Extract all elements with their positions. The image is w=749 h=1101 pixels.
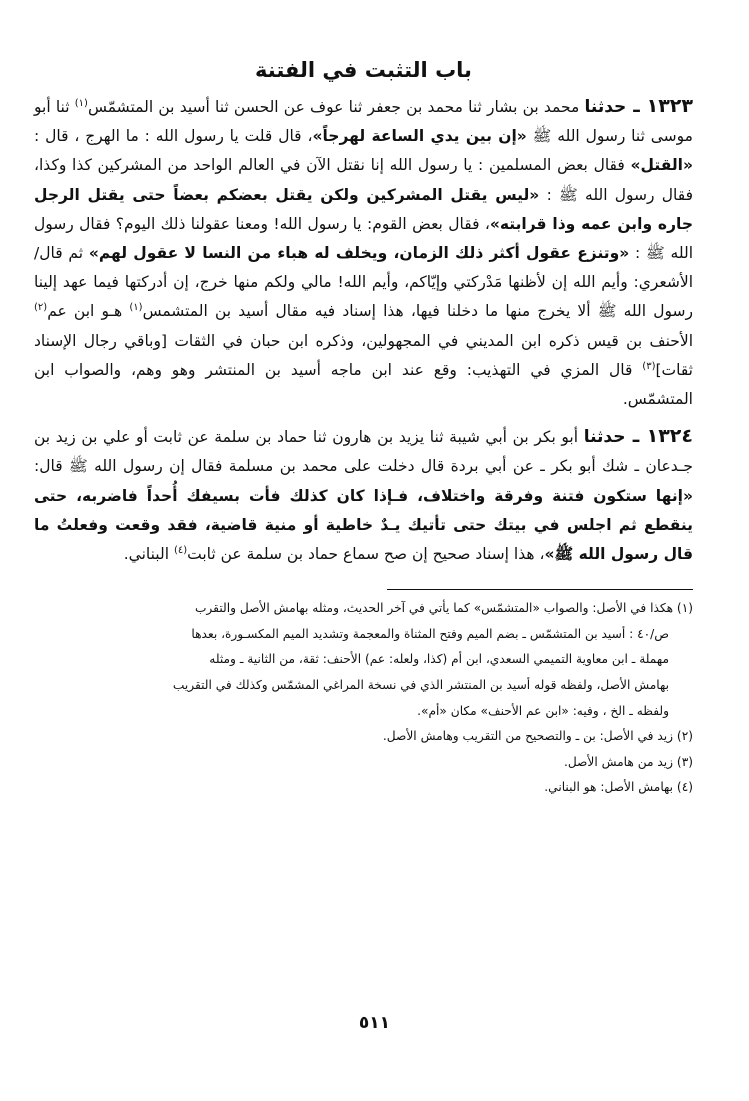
footnote-1-continued: بهامش الأصل، ولفظه قوله أسيد بن المنتشر الذي في نسخة المراغي المشمّس وكذلك في التقريب (172, 678, 669, 693)
hadith-dash: ـ (625, 425, 647, 448)
hadith-label: حدثنا (584, 97, 627, 117)
hadith-1324 (34, 422, 693, 569)
hadith-text: ثنا أبو موسى ثنا رسول الله ﷺ (34, 98, 693, 146)
page-number: ٥١١ (358, 1013, 391, 1033)
prophetic-quote: «ليس يقتل المشركين ولكن يقتل بعضكم بعضاً حتى يقتل الرجل جاره وابن عمه وذا قرابته» (34, 185, 693, 233)
hadith-text: هـو ابن عم (47, 302, 130, 321)
footnote-ref: (١) (74, 97, 88, 109)
footnote-4: (٤) بهامش الأصل: هو البناني. (544, 780, 693, 795)
hadith-text: الأحنف بن قيس ذكره ابن المديني في المجهولين، وذكره ابن حبان في الثقات [وباقي رجال الإسناد ثقات] (34, 331, 693, 379)
footnote-ref: (١) (129, 302, 143, 314)
footnote-1-continued: ولفظه ـ الخ ، وفيه: «ابن عم الأحنف» مكان «أم». (417, 703, 669, 718)
hadith-text: فقال بعض المسلمين : يا رسول الله إنا نقتل الآن في العالم الواحد من المشركين كذا وكذا، فقال رسول الله ﷺ : (34, 156, 693, 204)
footnote-1: (١) هكذا في الأصل: والصواب «المتشمّس» كما يأتي في آخر الحديث، ومثله بهامش الأصل والتقرب (194, 601, 693, 616)
hadith-text: ثم قال/ الأشعري: وأيم الله إن لأظنها مَدْركتي وإيّاكم، وأيم الله! مالي ولكم منها خرج، إن أدركتها فيما عهد إلينا رسول الله ﷺ ألا يخرج منها ما دخلنا فيها، هذا إسناد فيه مقال أسيد بن المتشمس (34, 244, 693, 321)
prophetic-quote: «القتل» (630, 156, 693, 175)
footnote-divider (387, 589, 693, 590)
hadith-1323 (34, 92, 693, 414)
hadith-text: ، فقال بعض القوم: يا رسول الله! ومعنا عقولنا ذلك اليوم؟ فقال رسول الله ﷺ : (34, 214, 693, 263)
prophetic-quote: «إنها ستكون فتنة وفرقة واختلاف، فـإذا كان كذلك فأت بسيفك أُحداً فاضربه، حتى ينقطع ثم اجلس في بيتك حتى تأتيك يـدٌ خاطية أو منية قاضية، فقد وقعت وفعلتُ ما قال رسول الله ﷺ» (34, 486, 693, 564)
hadith-dash: ـ (626, 95, 647, 117)
footnote-3: (٣) زيد من هامش الأصل. (563, 754, 693, 769)
footnote-1-continued: مهملة ـ ابن معاوية التميمي السعدي، ابن أم (كذا، ولعله: عم) الأحنف: ثقة، من الثانية ـ ومثله (209, 652, 669, 667)
hadith-number: ١٣٢٣ (646, 95, 693, 117)
footnote-1-continued: ص/٤٠ : أسيد بن المتشمّس ـ بضم الميم وفتح المثناة والمعجمة وتشديد الميم المكسـورة، بعدها (191, 626, 669, 641)
hadith-label: حدثنا (583, 427, 626, 448)
footnote-ref: (٤) (173, 544, 188, 556)
hadith-text: البناني. (123, 545, 174, 564)
hadith-number: ١٣٢٤ (646, 425, 693, 448)
hadith-text: ، هذا إسناد صحيح إن صح سماع حماد بن سلمة عن ثابت (187, 545, 545, 564)
prophetic-quote: «وتنزع عقول أكثر ذلك الزمان، ويخلف له هباء من النسا لا عقول لهم» (88, 244, 630, 263)
footnote-2: (٢) زيد في الأصل: بن ـ والتصحيح من التقريب وهامش الأصل. (382, 729, 693, 744)
hadith-text: محمد بن بشار ثنا محمد بن جعفر ثنا عوف عن الحسن ثنا أسيد بن المتشمّس (87, 98, 585, 116)
footnote-ref: (٢) (34, 302, 48, 314)
hadith-text: قال المزي في التهذيب: وقع عند ابن ماجه أسيد بن المنتشر وهو وهم، والصواب ابن المتشمّس. (34, 360, 693, 409)
hadith-text: ، قال قلت يا رسول الله : ما الهرج ، قال : (34, 127, 313, 146)
hadith-text: أبو بكر بن أبي شيبة ثنا يزيد بن هارون ثنا حماد بن سلمة عن ثابت أو علي بن زيد بن جـدعان ـ شك أبو بكر ـ عن أبي بردة قال دخلت على محمد بن مسلمة فقال إن رسول الله ﷺ قال: (34, 428, 693, 476)
prophetic-quote: «إن بين يدي الساعة لهرجاً» (312, 127, 527, 146)
footnote-ref: (٣) (642, 360, 656, 372)
page-title: باب التثبت في الفتنة (255, 58, 472, 82)
footnotes (34, 596, 693, 801)
